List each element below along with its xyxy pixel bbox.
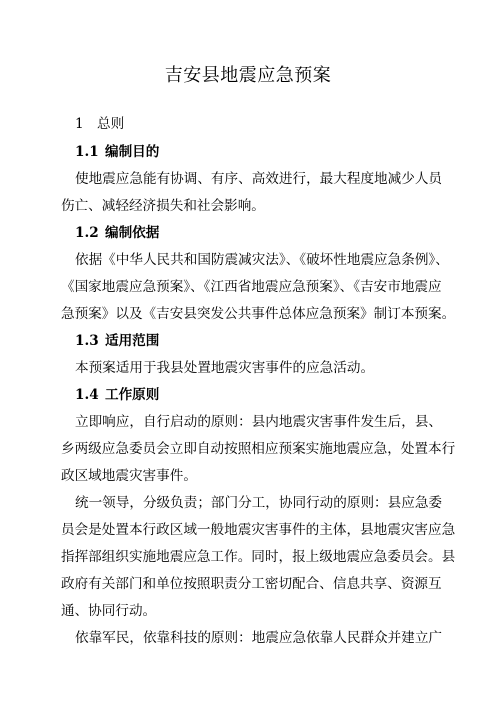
paragraph-line: 依靠军民，依靠科技的原则：地震应急依靠人民群众并建立广 — [75, 630, 443, 646]
paragraph-line: 使地震应急能有协调、有序、高效进行，最大程度地减少人员 — [75, 171, 443, 187]
section-label: 编制目的 — [105, 144, 160, 160]
section-heading-1-1 — [75, 143, 159, 161]
section-label: 编制依据 — [105, 225, 160, 241]
paragraph-line: 伤亡、减轻经济损失和社会影响。 — [61, 198, 265, 214]
document-title: 吉安县地震应急预案 — [164, 65, 332, 86]
paragraph-line: 急预案》以及《吉安县突发公共事件总体应急预案》制订本预案。 — [61, 306, 456, 322]
section-heading-1-4 — [75, 386, 159, 404]
paragraph-line: 政府有关部门和单位按照职责分工密切配合、信息共享、资源互 — [61, 576, 442, 592]
paragraph-line: 依据《中华人民共和国防震减灾法》、《破坏性地震应急条例》、 — [75, 252, 449, 268]
section-number: 1.1 — [75, 144, 99, 160]
section-label: 适用范围 — [105, 333, 160, 349]
section-label: 工作原则 — [105, 387, 160, 403]
section-number: 1.2 — [75, 225, 99, 241]
paragraph-line: 立即响应，自行启动的原则：县内地震灾害事件发生后，县、 — [75, 414, 443, 430]
chapter-heading — [75, 115, 124, 133]
paragraph-line: 员会是处置本行政区域一般地震灾害事件的主体，县地震灾害应急 — [61, 522, 456, 538]
chapter-label: 总则 — [97, 116, 125, 132]
paragraph-line: 通、协同行动。 — [61, 603, 157, 619]
chapter-number: 1 — [75, 116, 84, 132]
paragraph-line: 指挥部组织实施地震应急工作。同时，报上级地震应急委员会。县 — [61, 549, 456, 565]
section-heading-1-2 — [75, 224, 159, 242]
paragraph-line: 政区域地震灾害事件。 — [61, 468, 197, 484]
paragraph-line: 《国家地震应急预案》、《江西省地震应急预案》、《吉安市地震应 — [61, 279, 442, 295]
section-number: 1.4 — [75, 387, 99, 403]
paragraph-line: 乡两级应急委员会立即自动按照相应预案实施地震应急，处置本行 — [61, 441, 456, 457]
section-number: 1.3 — [75, 333, 99, 349]
section-heading-1-3 — [75, 332, 159, 350]
paragraph-line: 本预案适用于我县处置地震灾害事件的应急活动。 — [75, 360, 375, 376]
paragraph-line: 统一领导，分级负责；部门分工，协同行动的原则：县应急委 — [75, 495, 443, 511]
